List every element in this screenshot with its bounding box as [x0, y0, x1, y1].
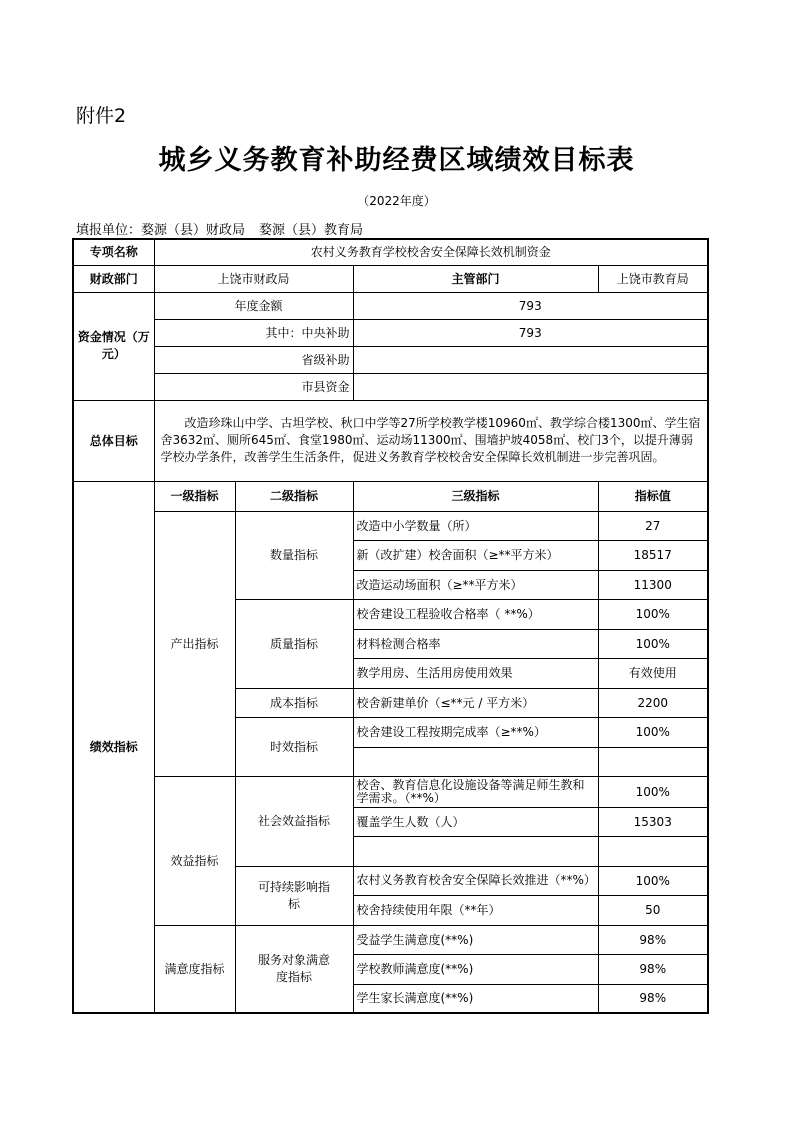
sa3-value: 98%: [598, 984, 708, 1013]
unit-label: 填报单位：: [76, 223, 142, 238]
cost-indicator: 成本指标: [235, 688, 353, 717]
q3-name: 改造运动场面积（≥**平方米）: [353, 570, 598, 599]
s1-value: 100%: [598, 776, 708, 807]
col-level3: 三级指标: [353, 481, 598, 511]
c1-value: 2200: [598, 688, 708, 717]
t2-value: [598, 747, 708, 776]
project-name-label: 专项名称: [73, 239, 154, 265]
performance-label: 绩效指标: [73, 481, 154, 1013]
satisfaction-indicator: 满意度指标: [154, 925, 235, 1013]
q1-name: 改造中小学数量（所）: [353, 511, 598, 540]
city-funds-label: 市县资金: [154, 373, 353, 400]
q1-value: 27: [598, 511, 708, 540]
s1-name: 校舍、教育信息化设施设备等满足师生教和学需求。（**%）: [353, 776, 598, 807]
finance-dept-label: 财政部门: [73, 265, 154, 292]
col-level1: 一级指标: [154, 481, 235, 511]
s3-value: [598, 836, 708, 866]
overall-goal-text: 改造珍珠山中学、古坦学校、秋口中学等27所学校教学楼10960㎡、教学综合楼1300㎡、学生宿舍3632㎡、厕所645㎡、食堂1980㎡、运动场11300㎡、围墙护坡4058㎡、校门3个，以提升薄弱学校办学条件，改善学生生活条件，促进义务教育学校校舍安全保障长效机制进一步完善巩固。: [154, 400, 708, 481]
su2-value: 50: [598, 895, 708, 925]
su2-name: 校舍持续使用年限（**年）: [353, 895, 598, 925]
ql1-name: 校舍建设工程验收合格率（ **%）: [353, 599, 598, 629]
q3-value: 11300: [598, 570, 708, 599]
timeliness-indicator: 时效指标: [235, 717, 353, 776]
ql3-value: 有效使用: [598, 658, 708, 688]
c1-name: 校舍新建单价（≤**元 / 平方米）: [353, 688, 598, 717]
provincial-subsidy-value: [353, 346, 708, 373]
sa2-name: 学校教师满意度(**%): [353, 954, 598, 984]
year-label: （2022年度）: [357, 194, 436, 208]
s3-name: [353, 836, 598, 866]
col-level2: 二级指标: [235, 481, 353, 511]
sa1-name: 受益学生满意度(**%): [353, 925, 598, 954]
ql3-name: 教学用房、生活用房使用效果: [353, 658, 598, 688]
social-indicator: 社会效益指标: [235, 776, 353, 866]
ql2-value: 100%: [598, 629, 708, 658]
benefit-indicator: 效益指标: [154, 776, 235, 925]
sa3-name: 学生家长满意度(**%): [353, 984, 598, 1013]
central-subsidy-label: 其中：中央补助: [154, 319, 353, 346]
quality-indicator: 质量指标: [235, 599, 353, 688]
col-value: 指标值: [598, 481, 708, 511]
unit-education: 婺源（县）教育局: [259, 223, 364, 238]
ql1-value: 100%: [598, 599, 708, 629]
service-satisfaction-indicator: 服务对象满意度指标: [235, 925, 353, 1013]
city-funds-value: [353, 373, 708, 400]
sa1-value: 98%: [598, 925, 708, 954]
output-indicator: 产出指标: [154, 511, 235, 776]
overall-goal-label: 总体目标: [73, 400, 154, 481]
t2-name: [353, 747, 598, 776]
funds-label: 资金情况（万元）: [73, 292, 154, 400]
q2-value: 18517: [598, 540, 708, 570]
reporting-unit: [76, 219, 377, 238]
performance-table: [72, 238, 709, 1014]
unit-finance: 婺源（县）财政局: [141, 223, 246, 238]
t1-name: 校舍建设工程按期完成率（≥**%）: [353, 717, 598, 747]
project-name-value: 农村义务教育学校校舍安全保障长效机制资金: [154, 239, 708, 265]
competent-dept-value: 上饶市教育局: [598, 265, 708, 292]
sa2-value: 98%: [598, 954, 708, 984]
attachment-label: 附件2: [76, 105, 127, 127]
competent-dept-label: 主管部门: [353, 265, 598, 292]
finance-dept-value: 上饶市财政局: [154, 265, 353, 292]
ql2-name: 材料检测合格率: [353, 629, 598, 658]
quantity-indicator: 数量指标: [235, 511, 353, 599]
annual-amount-label: 年度金额: [154, 292, 353, 319]
page-title: 城乡义务教育补助经费区域绩效目标表: [158, 145, 635, 176]
t1-value: 100%: [598, 717, 708, 747]
su1-name: 农村义务教育校舍安全保障长效推进（**%）: [353, 866, 598, 895]
annual-amount-value: 793: [353, 292, 708, 319]
su1-value: 100%: [598, 866, 708, 895]
provincial-subsidy-label: 省级补助: [154, 346, 353, 373]
s2-value: 15303: [598, 807, 708, 836]
s2-name: 覆盖学生人数（人）: [353, 807, 598, 836]
central-subsidy-value: 793: [353, 319, 708, 346]
sustain-indicator: 可持续影响指标: [235, 866, 353, 925]
q2-name: 新（改扩建）校舍面积（≥**平方米）: [353, 540, 598, 570]
